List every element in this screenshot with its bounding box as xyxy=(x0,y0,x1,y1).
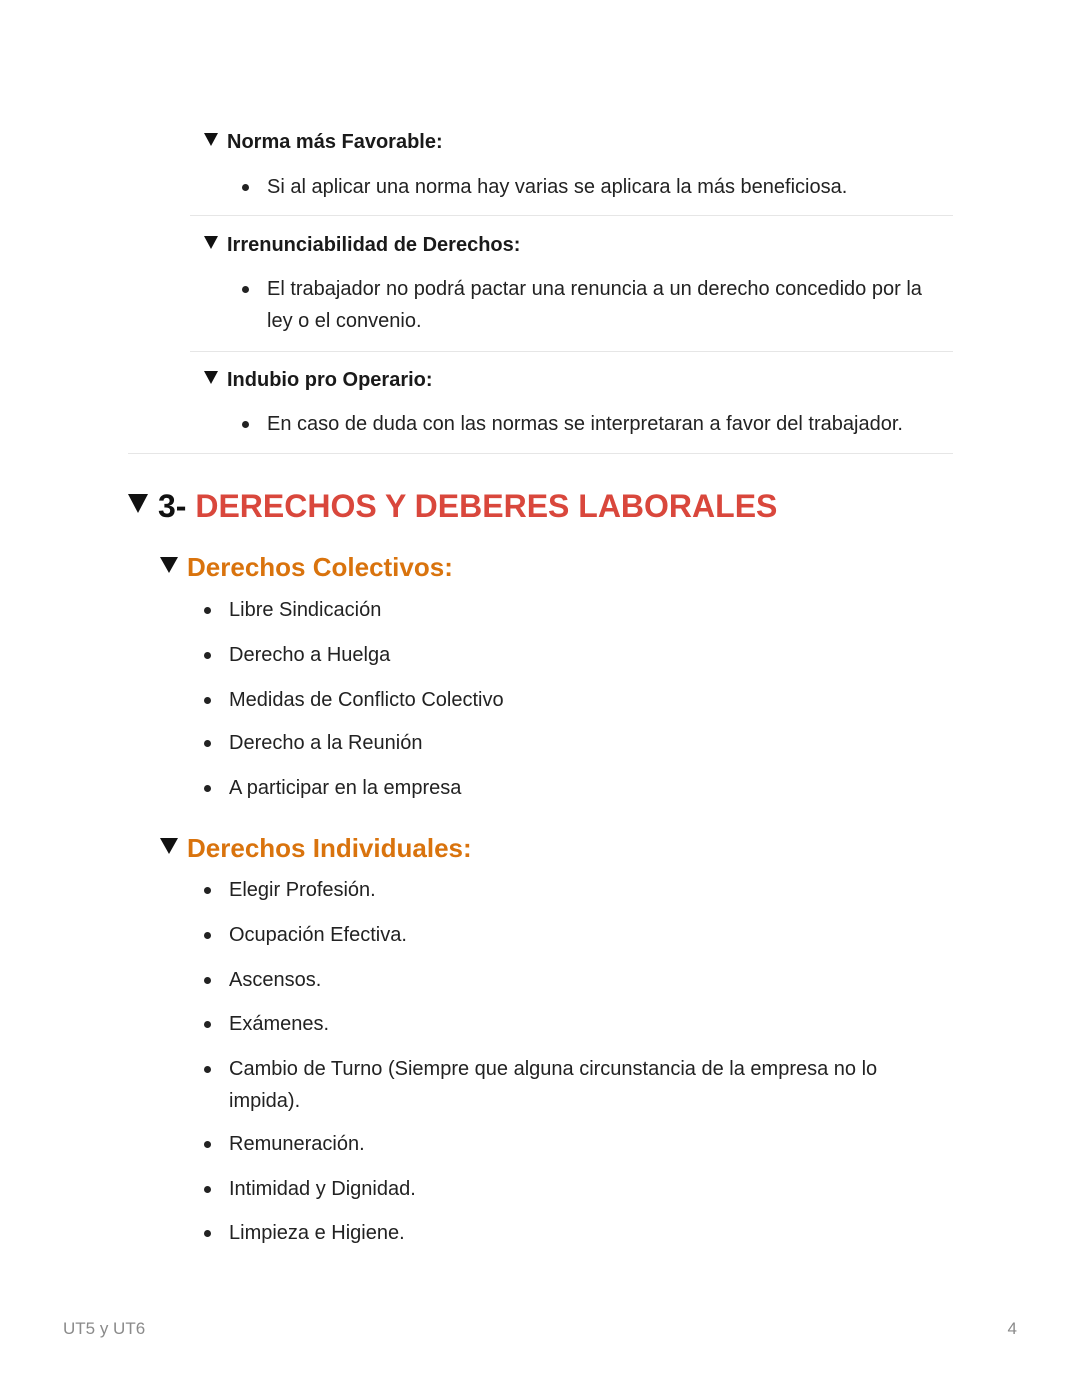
bullet-icon xyxy=(204,1066,211,1073)
list-item xyxy=(204,639,944,671)
list-item xyxy=(242,171,952,203)
list-item xyxy=(204,919,944,951)
list-item xyxy=(204,594,944,626)
subheading-colectivos[interactable] xyxy=(160,551,453,583)
bullet-icon xyxy=(204,1186,211,1193)
section-title: DERECHOS Y DEBERES LABORALES xyxy=(195,488,778,524)
bullet-icon xyxy=(242,184,249,191)
list-item xyxy=(204,727,944,759)
footer-page-number: 4 xyxy=(1007,1319,1017,1338)
divider xyxy=(190,215,953,216)
bullet-icon xyxy=(204,740,211,747)
bullet-icon xyxy=(204,607,211,614)
subheading-title: Derechos Colectivos: xyxy=(187,552,453,582)
list-item-text: Ascensos. xyxy=(229,969,322,991)
subheading-title: Derechos Individuales: xyxy=(187,833,472,863)
toggle-triangle-icon[interactable] xyxy=(204,236,218,249)
toggle-triangle-icon[interactable] xyxy=(204,133,218,146)
list-item-text: Cambio de Turno (Siempre que alguna circunstancia de la empresa no lo impida). xyxy=(229,1058,878,1112)
list-item-text: Remuneración. xyxy=(229,1133,365,1155)
bullet-icon xyxy=(204,932,211,939)
list-item-text: Elegir Profesión. xyxy=(229,879,376,901)
subheading-individuales[interactable] xyxy=(160,832,472,864)
list-item xyxy=(204,1173,944,1205)
list-item-text: Limpieza e Higiene. xyxy=(229,1222,405,1244)
list-item-text: Medidas de Conflicto Colectivo xyxy=(229,689,504,711)
bullet-text: Si al aplicar una norma hay varias se aplicara la más beneficiosa. xyxy=(267,176,848,198)
list-item-text: Exámenes. xyxy=(229,1013,330,1035)
toggle-title: Indubio pro Operario: xyxy=(227,369,433,391)
bullet-icon xyxy=(242,286,249,293)
toggle-norma-mas-favorable[interactable] xyxy=(204,130,443,154)
bullet-icon xyxy=(204,697,211,704)
list-item xyxy=(204,1053,924,1117)
list-item xyxy=(204,874,944,906)
list-item xyxy=(204,1128,944,1160)
toggle-irrenunciabilidad[interactable] xyxy=(204,233,520,257)
section-heading[interactable] xyxy=(128,486,777,526)
list-item-text: Derecho a la Reunión xyxy=(229,732,423,754)
toggle-triangle-icon[interactable] xyxy=(160,838,178,854)
list-item xyxy=(204,684,944,716)
toggle-triangle-icon[interactable] xyxy=(204,371,218,384)
list-item-text: Ocupación Efectiva. xyxy=(229,924,407,946)
bullet-icon xyxy=(204,887,211,894)
bullet-icon xyxy=(204,1021,211,1028)
bullet-text: En caso de duda con las normas se interpretaran a favor del trabajador. xyxy=(267,413,903,435)
bullet-icon xyxy=(204,785,211,792)
bullet-icon xyxy=(242,421,249,428)
section-number: 3- xyxy=(158,488,187,524)
bullet-text: El trabajador no podrá pactar una renuncia a un derecho concedido por la ley o el convenio. xyxy=(267,278,922,332)
list-item xyxy=(204,772,944,804)
divider xyxy=(190,351,953,352)
footer-doc-name: UT5 y UT6 xyxy=(63,1319,146,1338)
list-item xyxy=(204,1008,944,1040)
toggle-triangle-icon[interactable] xyxy=(128,494,148,513)
toggle-triangle-icon[interactable] xyxy=(160,557,178,573)
bullet-icon xyxy=(204,1141,211,1148)
list-item-text: Intimidad y Dignidad. xyxy=(229,1178,416,1200)
bullet-icon xyxy=(204,977,211,984)
list-item-text: Derecho a Huelga xyxy=(229,644,391,666)
list-item-text: A participar en la empresa xyxy=(229,777,462,799)
list-item-text: Libre Sindicación xyxy=(229,599,382,621)
bullet-icon xyxy=(204,1230,211,1237)
toggle-title: Norma más Favorable: xyxy=(227,131,443,153)
list-item xyxy=(242,408,952,440)
bullet-icon xyxy=(204,652,211,659)
list-item xyxy=(204,964,944,996)
list-item xyxy=(204,1217,944,1249)
divider xyxy=(128,453,953,454)
toggle-title: Irrenunciabilidad de Derechos: xyxy=(227,234,521,256)
toggle-indubio-pro-operario[interactable] xyxy=(204,368,433,392)
list-item xyxy=(242,273,952,337)
